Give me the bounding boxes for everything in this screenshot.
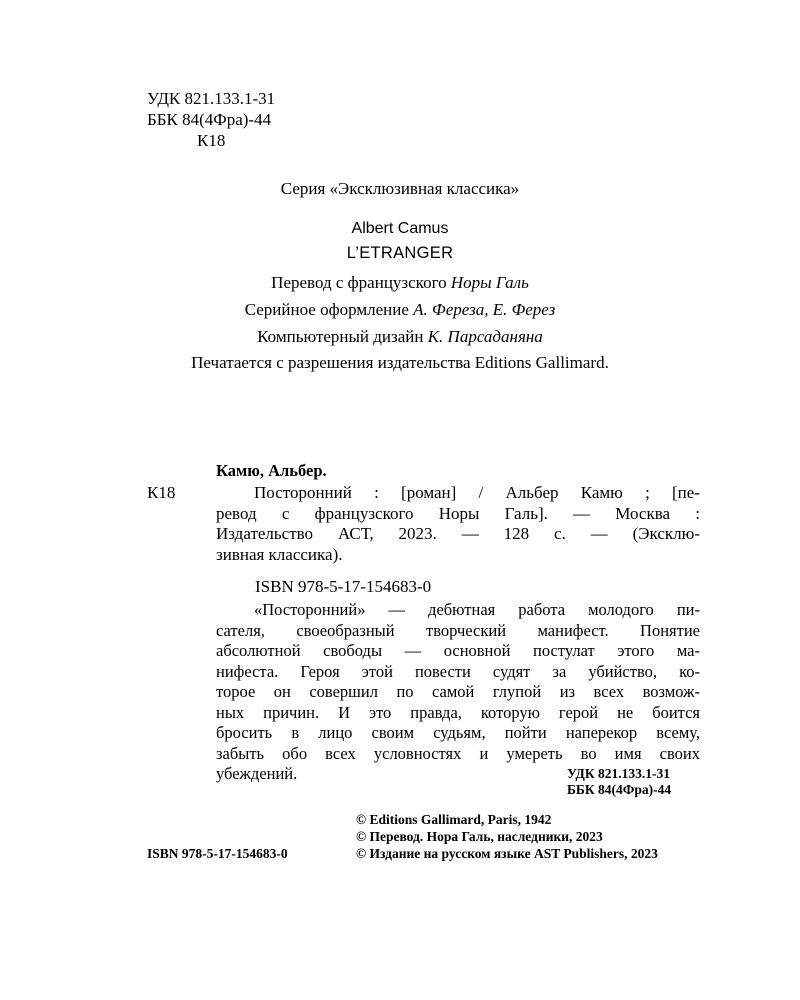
translation-credit: [0, 273, 800, 293]
computer-design-credit: [0, 327, 800, 347]
series-design-names: А. Фереза, Е. Ферез: [413, 300, 556, 319]
annotation-line: «Посторонний» — дебютная работа молодого пи-: [254, 600, 700, 619]
original-author: Albert Camus: [351, 220, 449, 237]
card-description: [216, 483, 700, 565]
annotation-line: бросить в лицо своим судьям, пойти наперекор всему,: [216, 723, 700, 742]
annotation-line: абсолютной свободы — основной постулат этого ма-: [216, 641, 700, 660]
bottom-udk: УДК 821.133.1-31: [567, 766, 670, 781]
series-line: Серия «Эксклюзивная классика»: [280, 179, 520, 198]
copyright-line: © Перевод. Нора Галь, наследники, 2023: [356, 829, 603, 844]
bottom-bbk: ББК 84(4Фра)-44: [567, 782, 672, 797]
annotation-line: торое он совершил по самой глупой из всех возмож-: [216, 682, 700, 701]
annotation-line: ных причин. И это правда, которую герой не боится: [216, 702, 700, 722]
computer-design-prefix: Компьютерный дизайн: [257, 327, 428, 346]
annotation-line: убеждений.: [216, 764, 298, 783]
series-design-prefix: Серийное оформление: [244, 300, 414, 319]
annotation-line: забыть обо всех условностях и умереть во имя своих: [216, 743, 700, 763]
card-mark: К18: [147, 483, 176, 502]
series-design-credit: [0, 300, 800, 320]
annotation: [216, 600, 700, 785]
card-isbn: ISBN 978-5-17-154683-0: [255, 577, 432, 596]
author-mark: К18: [197, 131, 226, 150]
permission-line: Печатается с разрешения издательства Editions Gallimard.: [191, 353, 609, 372]
computer-design-name: К. Парсаданяна: [427, 327, 543, 346]
card-line: зивная классика).: [216, 544, 343, 564]
annotation-line: сателя, своеобразный творческий манифест. Понятие: [216, 620, 700, 640]
card-line: Издательство АСТ, 2023. — 128 с. — (Эксклю-: [216, 524, 700, 543]
card-line: ревод с французского Норы Галь]. — Москва :: [216, 503, 700, 523]
udk-code: УДК 821.133.1-31: [147, 89, 276, 108]
annotation-line: нифеста. Героя этой повести судят за убийство, ко-: [216, 661, 700, 681]
card-line: Посторонний : [роман] / Альбер Камю ; [пе-: [254, 483, 700, 502]
bottom-isbn: ISBN 978-5-17-154683-0: [147, 846, 288, 861]
translator-name: Норы Галь: [450, 273, 529, 292]
copyright-line: © Издание на русском языке AST Publishers, 2023: [356, 846, 658, 861]
card-heading: Камю, Альбер.: [216, 461, 327, 480]
bbk-code: ББК 84(4Фра)-44: [147, 110, 272, 129]
original-title: L’ETRANGER: [346, 244, 454, 262]
copyright-line: © Editions Gallimard, Paris, 1942: [356, 812, 552, 827]
translation-prefix: Перевод с французского: [271, 273, 451, 292]
